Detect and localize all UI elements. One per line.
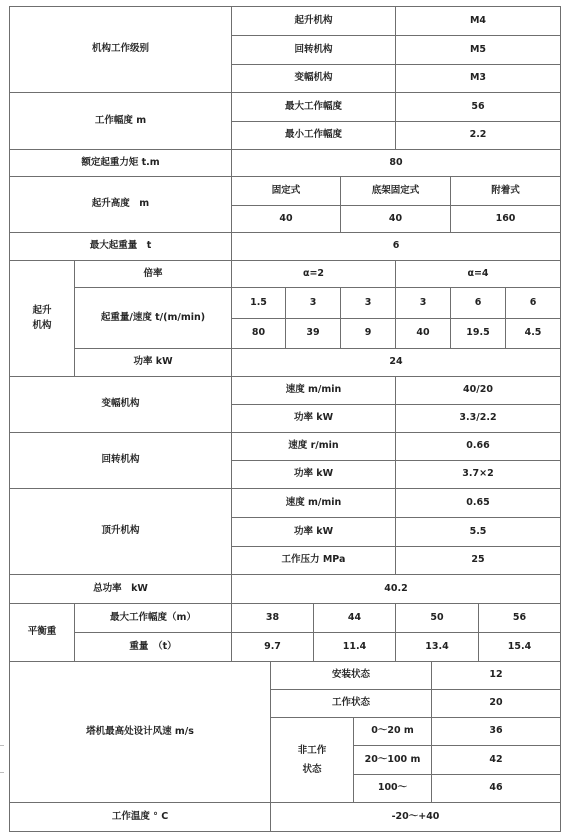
hoist-load-3: 3 [340,287,396,319]
counterweight-radius-50: 50 [395,603,479,633]
wind-nonwork-range-1: 0～20 m [353,717,432,746]
jacking-speed-value: 0.65 [395,488,561,518]
hoist-power-label: 功率 kW [74,348,232,377]
radius-max-value: 56 [395,92,561,122]
max-load-label: 最大起重量 t [9,232,232,261]
counterweight-weight-4: 15.4 [478,632,561,662]
counterweight-radius-44: 44 [313,603,396,633]
counterweight-radius-38: 38 [231,603,314,633]
luffing-power-name: 功率 kW [231,404,396,433]
radius-min-value: 2.2 [395,121,561,150]
counterweight-weight-2: 11.4 [313,632,396,662]
temperature-label: 工作温度 ° C [9,802,271,832]
work-class-luff-value: M3 [395,64,561,93]
rated-moment-label: 额定起重力矩 t.m [9,149,232,177]
scan-edge-mark [0,772,4,773]
lift-height-type-fixed: 固定式 [231,176,341,206]
hoist-speed-4: 40 [395,318,451,349]
hoist-speed-6: 4.5 [505,318,561,349]
hoist-ratio-a2: α=2 [231,260,396,288]
hoist-speed-3: 9 [340,318,396,349]
work-class-slew-value: M5 [395,35,561,65]
total-power-value: 40.2 [231,574,561,604]
slewing-power-value: 3.7×2 [395,460,561,489]
slewing-speed-name: 速度 r/min [231,432,396,461]
radius-min-name: 最小工作幅度 [231,121,396,150]
work-class-slew-name: 回转机构 [231,35,396,65]
temperature-value: -20～+40 [270,802,561,832]
jacking-power-value: 5.5 [395,517,561,547]
wind-nonwork-range-3: 100～ [353,774,432,803]
hoist-ratio-a4: α=4 [395,260,561,288]
slewing-speed-value: 0.66 [395,432,561,461]
hoist-load-5: 6 [450,287,506,319]
wind-work-label: 工作状态 [270,689,432,718]
radius-label: 工作幅度 m [9,92,232,150]
jacking-speed-name: 速度 m/min [231,488,396,518]
work-class-hoist-name: 起升机构 [231,6,396,36]
hoist-label: 起升机构 [9,260,75,377]
hoist-speed-1: 80 [231,318,286,349]
work-class-label: 机构工作级别 [9,6,232,93]
lift-height-label: 起升高度 m [9,176,232,233]
lift-height-value-attached: 160 [450,205,561,233]
wind-work-value: 20 [431,689,561,718]
wind-nonwork-range-2: 20～100 m [353,745,432,775]
hoist-load-4: 3 [395,287,451,319]
hoist-speed-2: 39 [285,318,341,349]
lift-height-value-fixed: 40 [231,205,341,233]
hoist-load-2: 3 [285,287,341,319]
counterweight-label: 平衡重 [9,603,75,662]
counterweight-radius-label: 最大工作幅度（m） [74,603,232,633]
hoist-load-6: 6 [505,287,561,319]
work-class-luff-name: 变幅机构 [231,64,396,93]
wind-nonwork-label: 非工作状态 [270,717,354,803]
luffing-speed-name: 速度 m/min [231,376,396,405]
slewing-label: 回转机构 [9,432,232,489]
wind-speed-label: 塔机最高处设计风速 m/s [9,661,271,803]
counterweight-radius-56: 56 [478,603,561,633]
luffing-power-value: 3.3/2.2 [395,404,561,433]
hoist-ratio-label: 倍率 [74,260,232,288]
lift-height-type-chassis: 底架固定式 [340,176,451,206]
jacking-label: 顶升机构 [9,488,232,575]
jacking-pressure-value: 25 [395,546,561,575]
radius-max-name: 最大工作幅度 [231,92,396,122]
wind-nonwork-value-2: 42 [431,745,561,775]
work-class-hoist-value: M4 [395,6,561,36]
counterweight-weight-1: 9.7 [231,632,314,662]
luffing-label: 变幅机构 [9,376,232,433]
jacking-power-name: 功率 kW [231,517,396,547]
wind-nonwork-value-1: 36 [431,717,561,746]
counterweight-weight-3: 13.4 [395,632,479,662]
jacking-pressure-name: 工作压力 MPa [231,546,396,575]
hoist-load-speed-label: 起重量/速度 t/(m/min) [74,287,232,349]
wind-nonwork-value-3: 46 [431,774,561,803]
wind-install-label: 安装状态 [270,661,432,690]
max-load-value: 6 [231,232,561,261]
hoist-load-1: 1.5 [231,287,286,319]
counterweight-weight-label: 重量 （t） [74,632,232,662]
scan-edge-mark [0,745,4,746]
luffing-speed-value: 40/20 [395,376,561,405]
lift-height-value-chassis: 40 [340,205,451,233]
slewing-power-name: 功率 kW [231,460,396,489]
rated-moment-value: 80 [231,149,561,177]
wind-install-value: 12 [431,661,561,690]
total-power-label: 总功率 kW [9,574,232,604]
lift-height-type-attached: 附着式 [450,176,561,206]
hoist-speed-5: 19.5 [450,318,506,349]
hoist-power-value: 24 [231,348,561,377]
